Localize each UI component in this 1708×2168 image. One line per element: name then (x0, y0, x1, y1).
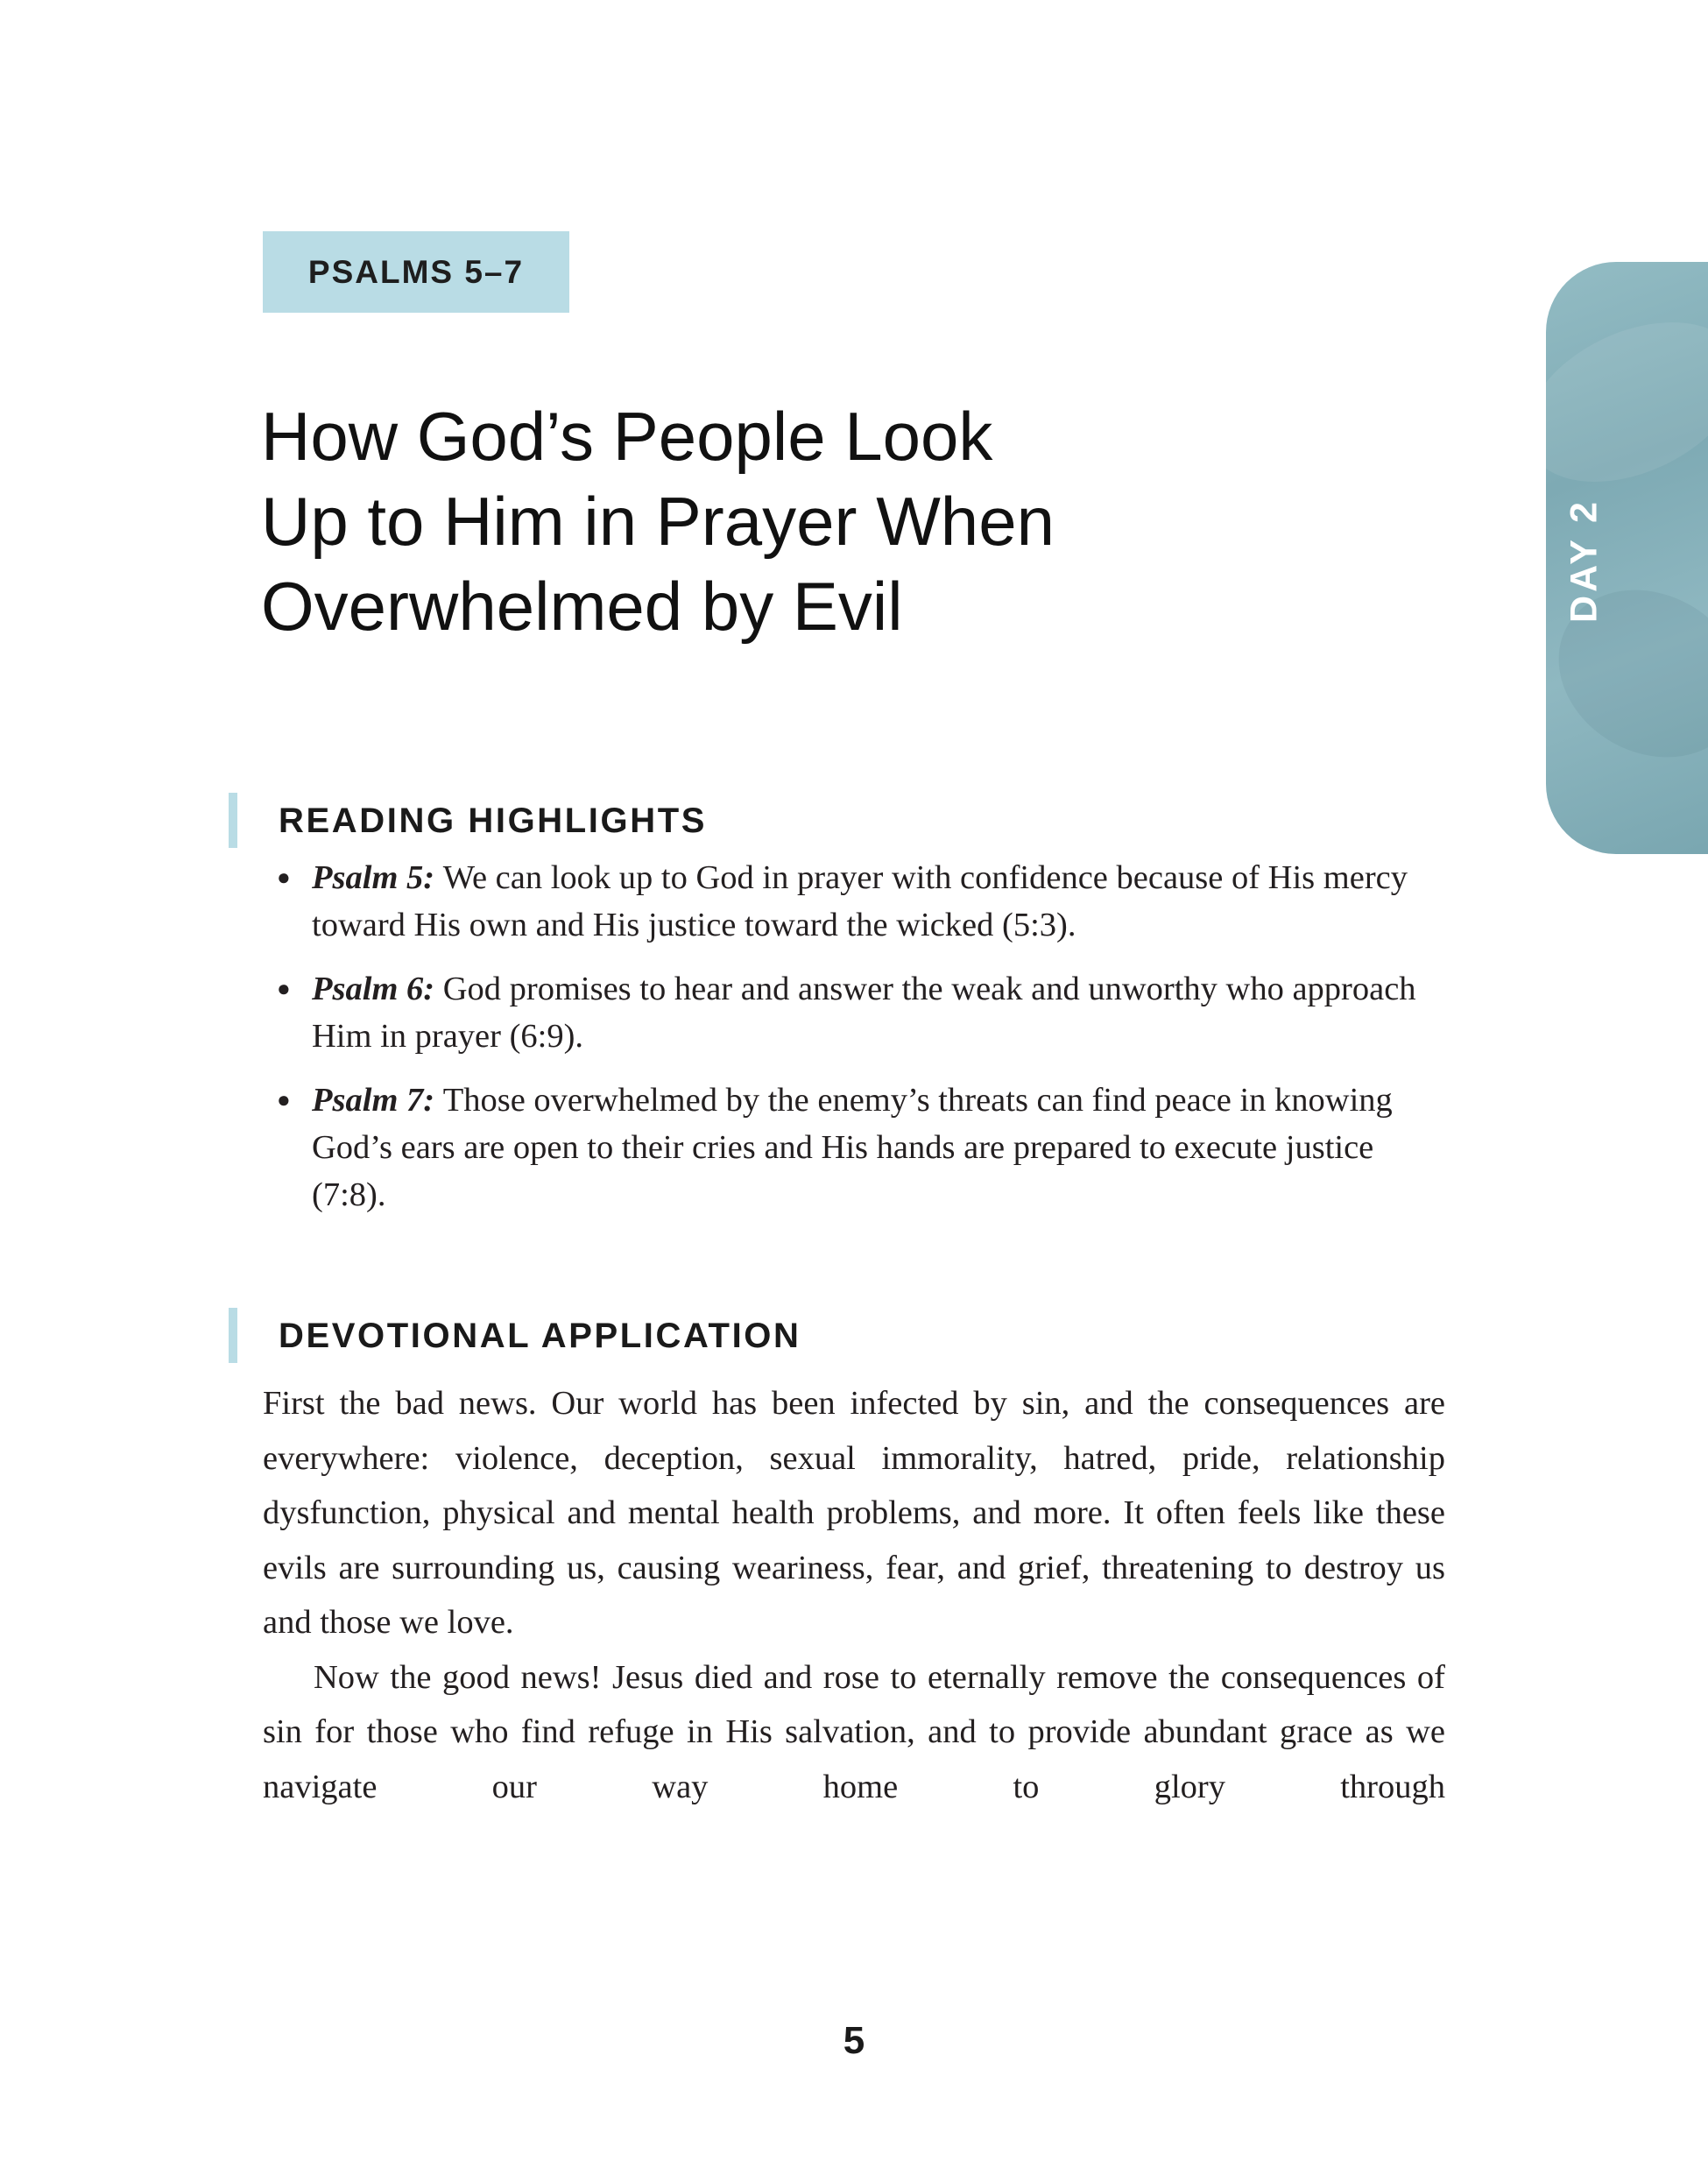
psalm-reference: Psalm 7: (312, 1082, 443, 1119)
list-item (277, 1077, 1450, 1218)
bullet-icon: ● (277, 1087, 291, 1112)
scripture-tag: PSALMS 5–7 (263, 231, 569, 313)
day-tab-label: DAY 2 (1563, 498, 1606, 623)
psalm-reference: Psalm 5: (312, 859, 443, 896)
title-line: How God’s People Look (261, 398, 993, 475)
body-paragraph: First the bad news. Our world has been infected by sin, and the consequences are everywhere: violence, deception, sexual immorality, hatred, pride, relationship dysfunction, physical and mental health problems, and more. It often feels like these evils are surrounding us, causing weariness, fear, and grief, threatening to destroy us and those we love. (263, 1385, 1445, 1641)
devotional-application-heading: DEVOTIONAL APPLICATION (279, 1317, 801, 1355)
reading-highlights-heading: READING HIGHLIGHTS (279, 802, 708, 840)
section-accent-bar (229, 1308, 237, 1363)
bullet-icon: ● (277, 976, 291, 1001)
devotional-body (263, 1376, 1445, 1814)
highlight-text: We can look up to God in prayer with confidence because of His mercy toward His own and His justice toward the wicked (5:3). (312, 859, 1408, 943)
psalm-reference: Psalm 6: (312, 971, 443, 1007)
highlight-text: Those overwhelmed by the enemy’s threats can find peace in knowing God’s ears are open to their cries and His hands are prepared to execute justice (7:8). (312, 1082, 1393, 1213)
title-line: Up to Him in Prayer When (261, 483, 1055, 560)
highlight-text: God promises to hear and answer the weak and unworthy who approach Him in prayer (6:9). (312, 971, 1416, 1055)
title-line: Overwhelmed by Evil (261, 568, 903, 645)
body-paragraph: Now the good news! Jesus died and rose to eternally remove the consequences of sin for those who find refuge in His salvation, and to provide abundant grace as we navigate our way home to glory through (263, 1658, 1445, 1805)
section-accent-bar (229, 793, 237, 848)
page-number: 5 (843, 2019, 865, 2062)
bullet-icon: ● (277, 865, 291, 890)
reading-highlights-list (277, 854, 1450, 1235)
list-item (277, 854, 1450, 949)
marble-texture (1546, 291, 1708, 514)
page-title (261, 394, 1225, 649)
list-item (277, 965, 1450, 1060)
